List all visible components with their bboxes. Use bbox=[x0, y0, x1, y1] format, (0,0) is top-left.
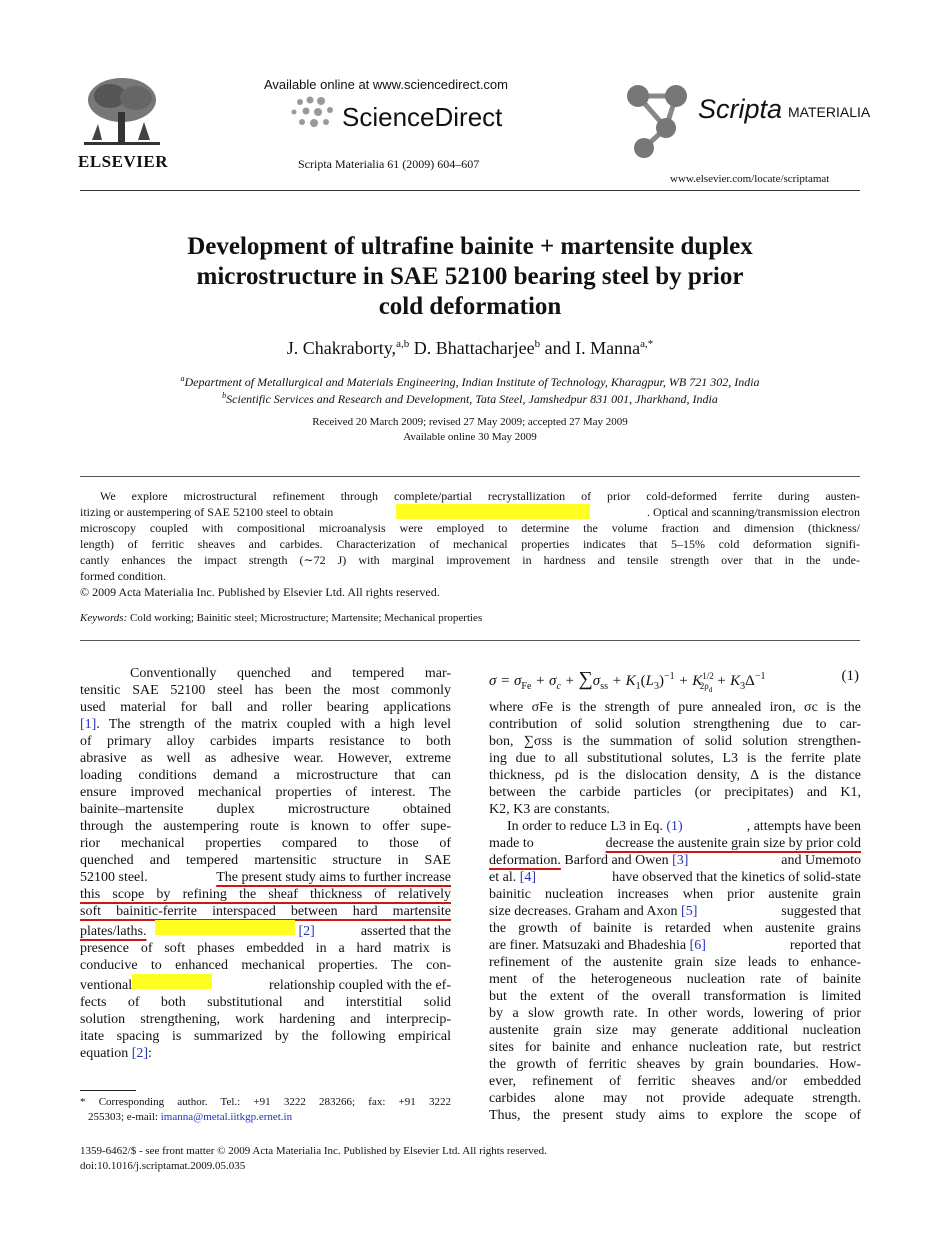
author-affiliation-marker: b bbox=[534, 338, 541, 350]
text-line: carbides alone may not provide adequate strength. bbox=[489, 1091, 861, 1106]
text-line: et al. [4] have observed that the kinetics of solid-state bbox=[489, 870, 861, 885]
redacted-highlight bbox=[396, 504, 590, 519]
copyright-line: © 2009 Acta Materialia Inc. Published by Elsevier Ltd. All rights reserved. bbox=[80, 585, 440, 599]
article-title bbox=[80, 232, 860, 322]
author-list bbox=[80, 338, 860, 359]
text-line: loading conditions demand a microstructure that can bbox=[80, 768, 451, 783]
abstract-line: itizing or austempering of SAE 52100 steel to obtain . Optical and scanning/transmission electron bbox=[80, 505, 860, 519]
body-right-column bbox=[489, 699, 861, 1124]
text-line: through the austempering route is known to offer supe- bbox=[80, 819, 451, 834]
abstract-line: We explore microstructural refinement through complete/partial recrystallization of prior cold-deformed ferrite during austen- bbox=[100, 489, 860, 503]
text-line: refinement of the austenite grain size leads to enhance- bbox=[489, 955, 861, 970]
abstract-line: microscopy coupled with compositional microanalysis were employed to determine the volume fraction and dimension (thickness/ bbox=[80, 521, 860, 535]
redacted-highlight bbox=[132, 974, 212, 989]
scripta-logo bbox=[624, 82, 871, 162]
sciencedirect-dots-icon bbox=[288, 96, 340, 132]
equation-number: (1) bbox=[841, 668, 859, 684]
text-line: Thus, the present study aims to explore the scope of bbox=[489, 1108, 861, 1123]
abstract bbox=[80, 488, 860, 600]
scripta-wordmark: Scripta bbox=[698, 94, 783, 124]
text-line: ing due to all substitutional solutes, L3 is the ferrite plate bbox=[489, 751, 861, 766]
title-line: Development of ultrafine bainite + martensite duplex bbox=[187, 233, 753, 260]
text-line: this scope by refining the sheaf thickness of relatively bbox=[80, 887, 451, 902]
citation-link[interactable]: [5] bbox=[681, 904, 698, 919]
redacted-highlight bbox=[155, 920, 295, 935]
text-line: bon, ∑σss is the summation of solid solution strengthen- bbox=[489, 734, 861, 749]
text-line: made to decrease the austenite grain size by prior cold bbox=[489, 836, 861, 851]
citation-link[interactable]: [3] bbox=[672, 853, 689, 868]
underlined-text: plates/laths. bbox=[80, 924, 147, 939]
text-line: used material for ball and roller bearing applications bbox=[80, 700, 451, 715]
text-line: ment of the heterogeneous nucleation rate of bainite bbox=[489, 972, 861, 987]
body-left-column bbox=[80, 665, 451, 1062]
available-online-text: Available online at www.sciencedirect.com bbox=[264, 77, 508, 92]
text-line: are finer. Matsuzaki and Bhadeshia [6] reported that bbox=[489, 938, 861, 953]
text-line: rior mechanical properties compared to those of bbox=[80, 836, 451, 851]
text-line: ensure improved mechanical properties of interest. The bbox=[80, 785, 451, 800]
molecule-icon bbox=[624, 82, 696, 162]
text-line: Conventionally quenched and tempered mar- bbox=[130, 666, 451, 681]
text-line: the growth of ferritic sheaves by grain boundaries. How- bbox=[489, 1057, 861, 1072]
affiliation: $^b$Scientific Services and Research and Development, Tata Steel, Jamshedpur 831 001, Jharkhand, India bbox=[222, 391, 718, 406]
corresponding-author: * Corresponding author. Tel.: +91 3222 283266; fax: +91 3222 bbox=[80, 1096, 451, 1108]
text-line: size decreases. Graham and Axon [5] suggested that bbox=[489, 904, 861, 919]
journal-url[interactable]: www.elsevier.com/locate/scriptamat bbox=[670, 173, 830, 185]
sciencedirect-wordmark: ScienceDirect bbox=[342, 102, 503, 132]
sciencedirect-logo bbox=[288, 96, 518, 136]
author-email-link[interactable]: imanna@metal.iitkgp.ernet.in bbox=[160, 1111, 293, 1123]
equation-body: $\sigma = \sigma_{Fe} + \sigma_c + \sum\sigma_{ss} + K_1(L_3)^{-1} + K^{1/2}_{2\rho_d} + K_3\Delta^{-1}$ bbox=[489, 668, 766, 694]
header-rule bbox=[80, 190, 860, 191]
journal-citation: Scripta Materialia 61 (2009) 604–607 bbox=[298, 157, 480, 171]
text-line: tensitic SAE 52100 steel has been the most commonly bbox=[80, 683, 451, 698]
text-line: sites for bainite and enhance nucleation rate, but restrict bbox=[489, 1040, 861, 1055]
abstract-top-rule bbox=[80, 476, 860, 477]
elsevier-logo bbox=[78, 74, 168, 171]
text-line: austenite grain size may generate additional nucleation bbox=[489, 1023, 861, 1038]
footnote-rule bbox=[80, 1090, 136, 1091]
text-line: abrasive as well as adhesive wear. However, extreme bbox=[80, 751, 451, 766]
affiliation: $^a$Department of Metallurgical and Materials Engineering, Indian Institute of Technology, Kharagpur, WB 721 302, India bbox=[180, 374, 760, 389]
underlined-text: The present study aims to further increase bbox=[216, 870, 451, 885]
author-affiliation-marker: a,* bbox=[640, 338, 654, 350]
citation-link[interactable]: [1] bbox=[80, 717, 97, 732]
text-line: K2, K3 are constants. bbox=[489, 802, 610, 817]
text-line: by a slow growth rate. In other words, lowering of prior bbox=[489, 1006, 861, 1021]
text-line: In order to reduce L3 in Eq. (1) , attempts have been bbox=[507, 819, 861, 834]
footnote: * Corresponding author. Tel.: +91 3222 283266; fax: +91 3222 255303; e-mail: imanna@metal.iitkgp.ernet.in bbox=[80, 1096, 451, 1123]
elsevier-wordmark: ELSEVIER bbox=[78, 152, 168, 171]
received-dates: Received 20 March 2009; revised 27 May 2009; accepted 27 May 2009 bbox=[312, 416, 628, 428]
text-line: 52100 steel. The present study aims to further increase bbox=[80, 870, 451, 885]
citation-link[interactable]: [4] bbox=[519, 870, 537, 885]
text-line: the growth of bainite is retarded when austenite grains bbox=[489, 921, 861, 936]
equation-1 bbox=[489, 668, 861, 694]
available-online-date: Available online 30 May 2009 bbox=[403, 431, 537, 443]
citation-link[interactable]: [6] bbox=[689, 938, 706, 953]
text-line: bainite–martensite duplex microstructure obtained bbox=[80, 802, 451, 817]
author-name: J. Chakraborty, bbox=[286, 338, 397, 358]
issn-line: 1359-6462/$ - see front matter © 2009 Acta Materialia Inc. Published by Elsevier Ltd. All rights reserved. bbox=[80, 1145, 547, 1157]
title-line: cold deformation bbox=[378, 293, 562, 320]
abstract-line: cantly enhances the impact strength (∼72 J) with marginal improvement in hardness and tensile strength over that in the unde- bbox=[80, 553, 860, 567]
text-line: ever, refinement of ferritic sheaves and/or embedded bbox=[489, 1074, 861, 1089]
abstract-line: formed condition. bbox=[80, 569, 166, 583]
text-line: plates/laths. [2] asserted that the bbox=[80, 920, 451, 940]
doi-line[interactable]: doi:10.1016/j.scriptamat.2009.05.035 bbox=[80, 1160, 246, 1172]
underlined-text: decrease the austenite grain size by prior cold bbox=[605, 836, 861, 851]
text-line: equation [2]: bbox=[80, 1046, 152, 1061]
text-line: between the carbide particles (or precipitates) and K1, bbox=[489, 785, 861, 800]
keywords-label: Keywords: bbox=[80, 612, 128, 624]
keywords bbox=[80, 612, 482, 624]
text-line: but the extent of the overall transformation is limited bbox=[489, 989, 861, 1004]
abstract-line: length) of ferritic sheaves and carbides. Characterization of mechanical properties indicates that 5–15% cold deformation signifi- bbox=[80, 537, 860, 551]
elsevier-tree-icon bbox=[80, 74, 164, 154]
text-line: fects of both substitutional and interstitial solid bbox=[80, 995, 451, 1010]
underlined-text: deformation. bbox=[489, 853, 561, 868]
materialia-wordmark: MATERIALIA bbox=[788, 104, 871, 120]
abstract-bottom-rule bbox=[80, 640, 860, 641]
text-line: presence of soft phases embedded in a hard matrix is bbox=[80, 941, 451, 956]
citation-link[interactable]: [2] bbox=[298, 924, 315, 939]
citation-link[interactable]: [2] bbox=[131, 1046, 149, 1061]
text-line: itate spacing is summarized by the following empirical bbox=[80, 1029, 451, 1044]
text-line: bainitic nucleation increases when prior austenite grain bbox=[489, 887, 861, 902]
equation-link[interactable]: (1) bbox=[666, 819, 683, 834]
title-line: microstructure in SAE 52100 bearing steel by prior bbox=[196, 263, 744, 290]
text-line: quenched and tempered martensitic structure in SAE bbox=[80, 853, 451, 868]
text-line: where σFe is the strength of pure annealed iron, σc is the bbox=[489, 700, 861, 715]
text-line: ventional relationship coupled with the ef- bbox=[80, 974, 451, 994]
text-line: of primary alloy carbides imparts resistance to both bbox=[80, 734, 451, 749]
author-affiliation-marker: a,b bbox=[396, 338, 410, 350]
author-name: and I. Manna bbox=[540, 338, 641, 358]
text-line: solution strengthening, work hardening and interprecip- bbox=[80, 1012, 451, 1027]
text-line: deformation. Barford and Owen [3] and Umemoto bbox=[489, 853, 861, 868]
text-line: contribution of solid solution strengthening due to car- bbox=[489, 717, 861, 732]
text-line: thickness, ρd is the dislocation density, Δ is the distance bbox=[489, 768, 861, 783]
text-line: conducive to enhanced mechanical properties. The con- bbox=[80, 958, 451, 973]
keywords-list: Cold working; Bainitic steel; Microstructure; Martensite; Mechanical properties bbox=[127, 612, 483, 624]
text-line: soft bainitic-ferrite interspaced between hard martensite bbox=[80, 904, 451, 919]
text-line: [1] . The strength of the matrix coupled with a high level bbox=[80, 717, 451, 732]
author-name: D. Bhattacharjee bbox=[409, 338, 535, 358]
